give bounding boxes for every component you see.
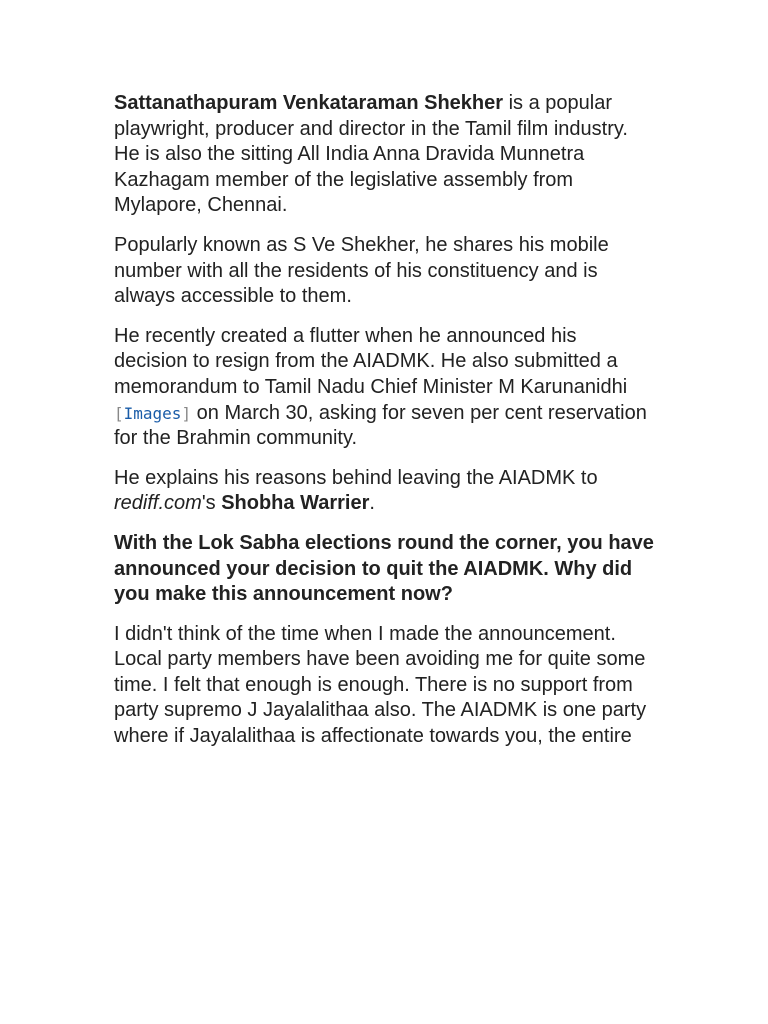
interview-question: With the Lok Sabha elections round the corner, you have announced your decision to quit the AIADMK. Why did you make this announcement now? — [114, 531, 654, 606]
resignation-text-after: on March 30, asking for seven per cent reservation for the Brahmin community. — [114, 401, 647, 450]
bracket-open: [ — [114, 403, 124, 423]
explain-text-middle: 's — [201, 492, 222, 515]
images-link[interactable]: Images — [123, 403, 182, 423]
bracket-close: ] — [181, 403, 192, 423]
author-name: Shobha Warrier — [221, 492, 370, 515]
explain-paragraph — [114, 466, 654, 517]
explain-text-end: . — [369, 492, 375, 515]
subject-name: Sattanathapuram Venkataraman Shekher — [114, 92, 504, 114]
resignation-text-before: He recently created a flutter when he announced his decision to resign from the AIADMK. He also submitted a memorandum to Tamil Nadu Chief Minister M Karunanidhi — [114, 324, 628, 398]
resignation-paragraph — [114, 324, 654, 452]
intro-paragraph — [114, 91, 654, 219]
explain-text-before: He explains his reasons behind leaving the AIADMK to — [114, 466, 598, 489]
site-name: rediff.com — [114, 492, 202, 515]
article-body — [114, 91, 654, 764]
intro-text: is a popular playwright, producer and director in the Tamil film industry. He is also the sitting All India Anna Dravida Munnetra Kazhagam member of the legislative assembly from Mylapore, Chennai. — [114, 92, 628, 217]
interview-answer: I didn't think of the time when I made the announcement. Local party members have been avoiding me for quite some time. I felt that enough is enough. There is no support from party supremo J Jayalalithaa also. The AIADMK is one party where if Jayalalithaa is affectionate towards you, the entire — [114, 622, 647, 748]
nickname-paragraph: Popularly known as S Ve Shekher, he shares his mobile number with all the residents of his constituency and is always accessible to them. — [114, 233, 609, 308]
